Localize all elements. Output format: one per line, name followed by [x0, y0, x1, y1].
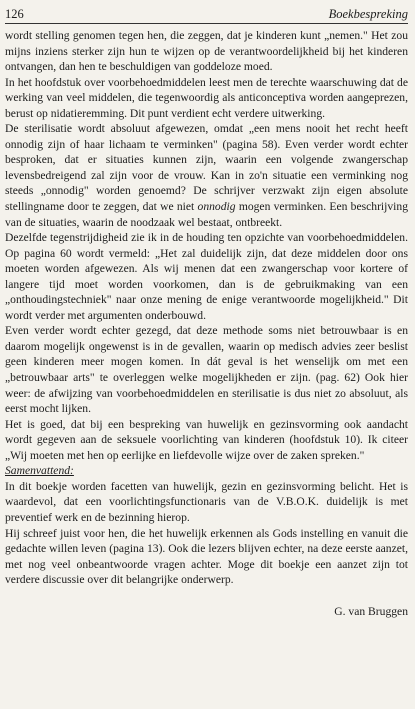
paragraph: Even verder wordt echter gezegd, dat deze methode soms niet betrouwbaar is en daarom mogelijk ongewenst is in de gevallen, waarin op medisch advies zeer beslist geen kinderen meer mogen komen. In dát geval is het wenselijk om met een „betrouwbaar arts" te overleggen welke mogelijkheden er zijn. (pag. 62) Ook hier weer: de afwijzing van voorbehoedmiddelen en sterilisatie is dus niet zo absoluut, als eerst mocht lijken. [5, 324, 408, 416]
running-header [5, 1, 408, 24]
article-body [5, 28, 408, 619]
paragraph: De sterilisatie wordt absoluut afgewezen, omdat „een mens nooit het recht heeft onnodig zijn of haar lichaam te verminken" (pagina 58). Even verder wordt echter besproken, dat er situaties kunnen zijn, waarin een volgende zwangerschap levensbedreigend zal zijn voor de vrouw. Kan in zo'n situatie een verminking nog steeds „onnodig" worden genoemd? De schrijver verzwakt zijn eigen absolute stellingname door te zeggen, dat we niet onnodig mogen verminken. Een beschrijving van de situaties, waarin de noodzaak wel bestaat, ontbreekt. [5, 122, 408, 229]
paragraph: Het is goed, dat bij een bespreking van huwelijk en gezinsvorming ook aandacht wordt gegeven aan de seksuele voorlichting van kinderen (hoofdstuk 10). Ik citeer „Wij moeten met hen op eerlijke en liefdevolle wijze over de zaken spreken." [5, 417, 408, 462]
author-signature: G. van Bruggen [334, 604, 408, 618]
summary-paragraph: In dit boekje worden facetten van huwelijk, gezin en gezinsvorming belicht. Het is waardevol, dat een voorlichtingsfunctionaris van de V.B.O.K. duidelijk is met preventief werk en de bezinning hierop. [5, 479, 408, 524]
paragraph: In het hoofdstuk over voorbehoedmiddelen leest men de terechte waarschuwing dat de werking van veel middelen, die tegenwoordig als anticonceptiva worden aangeprezen, berust op nidatieremming. Dit punt verdient echt verdere uitwerking. [5, 75, 408, 120]
summary-heading: Samenvattend: [5, 464, 74, 478]
summary-paragraph: Hij schreef juist voor hen, die het huwelijk erkennen als Gods instelling en vanuit die gedachte willen leven (pagina 13). Ook die lezers blijven echter, na deze eerste aanzet, met nog veel onbeantwoorde vragen achter. Moge dit boekje een aanzet zijn tot verdere discussie over dit belangrijke onderwerp. [5, 526, 408, 587]
section-title: Boekbespreking [328, 7, 408, 21]
paragraph: Dezelfde tegenstrijdigheid zie ik in de houding ten opzichte van voorbehoedmiddelen. Op pagina 60 wordt vermeld: „Het zal duidelijk zijn, dat deze middelen door ons moeten worden afgewezen. Als wij menen dat een zwangerschap voor kortere of langere tijd moet worden voorkomen, dan is de gebruikmaking van een „onthoudingstechniek" naar onze mening de enige verantwoorde mogelijkheid." Dit wordt verder met argumenten onderbouwd. [5, 231, 408, 322]
paragraph: wordt stelling genomen tegen hen, die zeggen, dat je kinderen kunt „nemen." Het zou mijns inziens sterker zijn hun te wijzen op de verantwoordelijkheid bij het kinderen ontvangen, dan hen te beschuldigen van goddeloze moed. [5, 29, 408, 74]
page-number: 126 [5, 7, 24, 21]
